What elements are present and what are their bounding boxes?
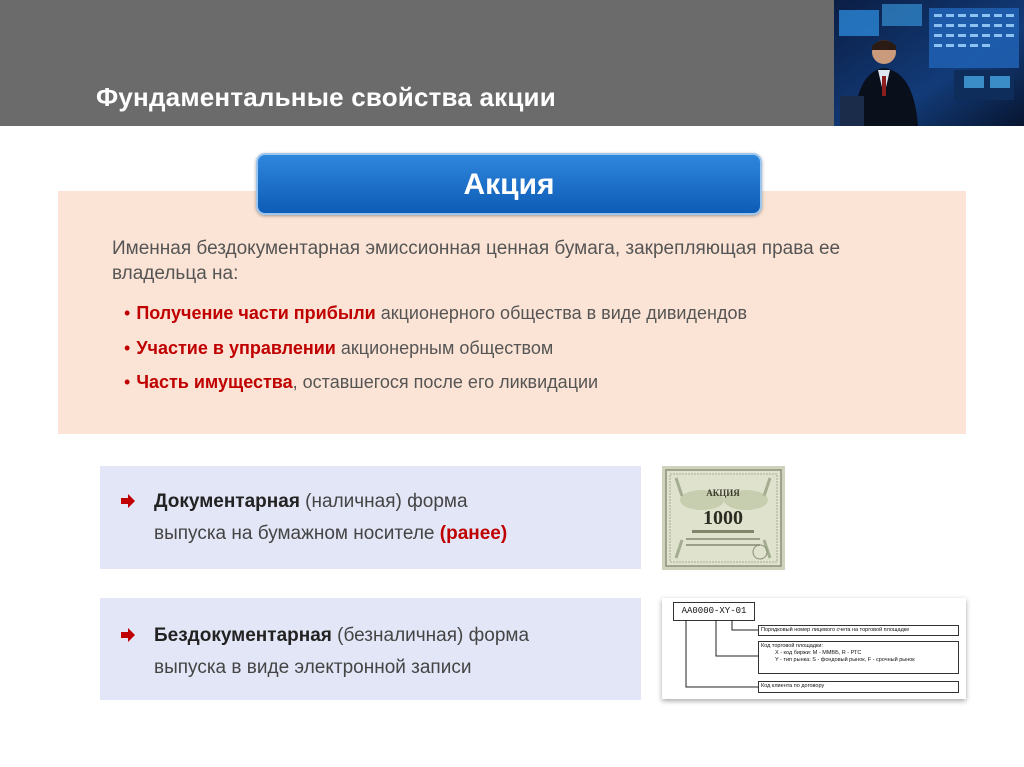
bullet-dividends [124,303,747,324]
certificate-value: 1000 [703,507,743,529]
electronic-form-text: Бездокументарная (безналичная) форма выпуска в виде электронной записи [154,625,530,678]
bullet-management [124,338,553,359]
bullet-highlight: Участие в управлении [136,338,336,358]
arrow-right-icon [121,628,135,642]
bullet-dot-icon: • [124,303,131,323]
share-certificate-image [662,466,785,570]
electronic-form-panel [100,598,641,700]
stock-exchange-photo [834,0,1024,126]
documentary-label: Документарная [154,491,300,512]
bullet-dot-icon: • [124,372,131,392]
banner-label: Акция [463,168,555,201]
code-row-platform: Код торговой площадки: X - код биржи: М - ММВБ, R - РТС Y - тип рынка: S - фондовый рынок, F - срочный рынок [758,641,959,674]
earlier-marker: (ранее) [439,523,508,544]
bullet-text: , оставшегося после его ликвидации [292,372,599,392]
bullet-property [124,372,598,393]
code-row-account: Порядковый номер лицевого счета на торговой площадке [758,625,959,636]
page-title: Фундаментальные свойства акции [96,82,556,112]
certificate-title: АКЦИЯ [706,488,740,498]
definition-text: Именная бездокументарная эмиссионная ценная бумага, закрепляющая права ее владельца на: [112,238,841,284]
bullet-highlight: Часть имущества [136,372,293,392]
bullet-text: акционерного общества в виде дивидендов [375,303,748,323]
electronic-label: Бездокументарная [154,625,332,646]
code-row-client: Код клиента по договору [758,681,959,693]
header-bar [0,0,1024,126]
documentary-form-panel [100,466,641,569]
bullet-highlight: Получение части прибыли [136,303,376,323]
stock-banner [256,153,762,215]
bullet-text: акционерным обществом [335,338,554,358]
account-code: АА0000-XY-01 [673,602,755,621]
arrow-right-icon [121,494,135,508]
documentary-form-text: Документарная (наличная) форма выпуска на бумажном носителе (ранее) [154,491,508,544]
account-code-diagram [662,598,966,699]
bullet-dot-icon: • [124,338,131,358]
